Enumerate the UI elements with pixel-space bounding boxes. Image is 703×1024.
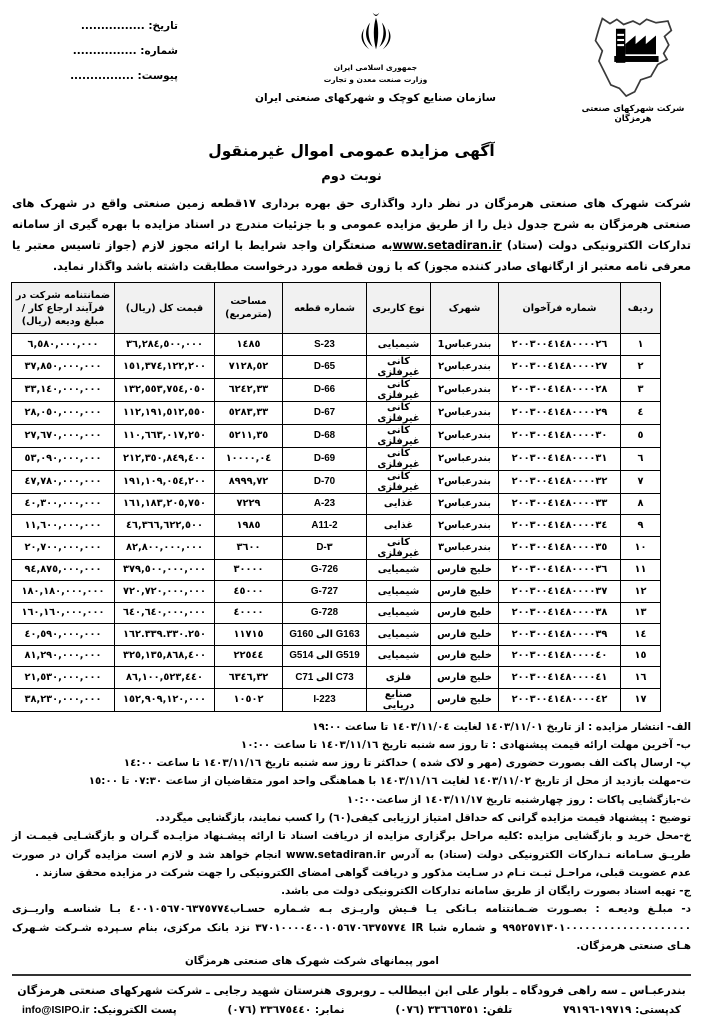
intro-paragraph [12,193,691,277]
cell-plot-number: D-70 [283,470,367,493]
note-explanation: توضیح : پیشنهاد قیمت مزایده گرانی که حداقل امتیاز ارزیابی کیفی(٦٠) را کسب نمایند، بازگشایی میگردد. [155,811,691,824]
cell-usage: شیمیایی [367,645,431,667]
col-header-plot: شماره قطعه [283,283,367,334]
cell-total-price: ١١٢,١٩١,٥١٢,٥٥٠ [115,401,215,424]
cell-deposit: ١٦٠,١٦٠,٠٠٠,٠٠٠ [12,602,115,624]
col-header-town: شهرک [431,283,499,334]
cell-row-number: ٢ [621,355,661,378]
cell-town: خلیج فارس [431,667,499,689]
cell-usage: غذایی [367,493,431,515]
cell-usage: کانی غیرفلزی [367,355,431,378]
cell-total-price: ٨٢,٨٠٠,٠٠٠,٠٠٠ [115,536,215,559]
cell-row-number: ٥ [621,424,661,447]
table-row [12,536,661,559]
table-row [12,424,661,447]
cell-usage: کانی غیرفلزی [367,447,431,470]
note-free-documents: ج- تهیه اسناد بصورت رایگان از طریق سامانه تدارکات الکترونیکی دولت می باشد. [281,885,691,898]
auction-table [11,282,661,712]
cell-area: ٨٩٩٩,٧٢ [215,470,283,493]
footer-divider [12,974,691,976]
cell-row-number: ١٦ [621,667,661,689]
cell-usage: کانی غیرفلزی [367,401,431,424]
footer-contacts [10,997,693,1016]
cell-row-number: ١٣ [621,602,661,624]
cell-town: بندرعباس٣ [431,536,499,559]
setadiran-url-link[interactable]: www.setadiran.ir [392,239,502,252]
cell-plot-number: D-65 [283,355,367,378]
cell-call-number: ٢٠٠٣٠٠٤١٤٨٠٠٠٠٣٢ [499,470,621,493]
table-row [12,447,661,470]
intro-text-before: شرکت شهرک های صنعتی هرمزگان در نظر دارد واگذاری حق بهره برداری ١٧قطعه زمین صنعتی واقع در شهرک های صنعتی هرمزگان به شرح جدول ذیل را از طریق مزایده عمومی و با جزئیات مندرج در اسناد مزایده با بهره گیری از سامانه تدارکات الکترونیکی دولت (ستاد) [12,197,691,252]
cell-town: بندرعباس٢ [431,447,499,470]
footer-address: بندرعبـاس ـ سه راهی فرودگاه ـ بلوار علی ابن ابیطالب ـ روبروی هنرستان شهید رجایی ـ شرکت شهرکهای صنعتی هرمزگان [17,984,686,997]
cell-town: بندرعباس٢ [431,378,499,401]
cell-deposit: ٤٧,٧٨٠,٠٠٠,٠٠٠ [12,470,115,493]
email-link[interactable]: info@ISIPO.ir [22,1004,90,1016]
cell-deposit: ٥٣,٠٩٠,٠٠٠,٠٠٠ [12,447,115,470]
cell-row-number: ٣ [621,378,661,401]
cell-town: خلیج فارس [431,559,499,581]
cell-usage: شیمیایی [367,624,431,646]
cell-usage: غذایی [367,515,431,537]
cell-call-number: ٢٠٠٣٠٠٤١٤٨٠٠٠٠٤٢ [499,688,621,711]
cell-town: خلیج فارس [431,645,499,667]
cell-total-price: ٢١٢,٣٥٠,٨٤٩,٤٠٠ [115,447,215,470]
col-header-row: ردیف [621,283,661,334]
cell-total-price: ٦٤٠,٦٤٠,٠٠٠,٠٠٠ [115,602,215,624]
cell-usage: شیمیایی [367,334,431,356]
date-field: تاریخ: ................ [80,20,178,32]
cell-town: بندرعباس1 [431,334,499,356]
table-row [12,515,661,537]
col-header-usage: نوع کاربری [367,283,431,334]
intro-text-after: به صنعتگران واجد شرایط با ارائه مجوز لازم (جواز تاسیس معتبر یا معرفی نامه معتبر از ارگانهای صادر کننده مجوز) که با زون قطعه مورد درخواست مطابقت داشته باشد واگذار نماید. [12,239,691,273]
company-logo-block [573,8,693,124]
cell-deposit: ٤٠,٣٠٠,٠٠٠,٠٠٠ [12,493,115,515]
cell-area: ٧٢٢٩ [215,493,283,515]
note-envelope-delivery: پ- ارسال پاکت الف بصورت حضوری (مهر و لاک شده ) حداکثر تا روز سه شنبه تاریخ ١٤٠٣/١١/١٦ تا ساعت ١٤:٠٠ [123,757,691,770]
table-row [12,493,661,515]
email-item [22,1004,177,1016]
cell-area: ١٤٨٥ [215,334,283,356]
table-row [12,624,661,646]
cell-call-number: ٢٠٠٣٠٠٤١٤٨٠٠٠٠٣٥ [499,536,621,559]
cell-deposit: ٤٠,٥٩٠,٠٠٠,٠٠٠ [12,624,115,646]
cell-area: ٢٢٥٤٤ [215,645,283,667]
cell-total-price: ١٦١,١٨٣,٢٠٥,٧٥٠ [115,493,215,515]
cell-total-price: ٤٦,٣٦٦,٦٢٢,٥٠٠ [115,515,215,537]
table-row [12,355,661,378]
cell-area: ٧١٢٨,٥٢ [215,355,283,378]
cell-area: ٥٢١١,٣٥ [215,424,283,447]
cell-town: خلیج فارس [431,602,499,624]
cell-plot-number: A-23 [283,493,367,515]
cell-total-price: ٨٦,١٠٠,٥٢٣,٤٤٠ [115,667,215,689]
cell-plot-number: D-٣ [283,536,367,559]
auction-table-body [12,334,661,712]
col-header-call-number: شماره فرآخوان [499,283,621,334]
cell-deposit: ٢١,٥٣٠,٠٠٠,٠٠٠ [12,667,115,689]
table-row [12,688,661,711]
cell-plot-number: C71 الی C73 [283,667,367,689]
letterhead [10,8,693,132]
cell-call-number: ٢٠٠٣٠٠٤١٤٨٠٠٠٠٢٩ [499,401,621,424]
iran-emblem-icon [178,10,573,62]
table-row [12,378,661,401]
cell-town: بندرعباس٢ [431,493,499,515]
cell-call-number: ٢٠٠٣٠٠٤١٤٨٠٠٠٠٣١ [499,447,621,470]
cell-call-number: ٢٠٠٣٠٠٤١٤٨٠٠٠٠٤١ [499,667,621,689]
cell-total-price: ٣٢٥,١٣٥,٨٦٨,٤٠٠ [115,645,215,667]
company-logo-caption: شرکت شهرکهای صنعتی هرمزگان [581,104,685,124]
cell-usage: فلزی [367,667,431,689]
cell-row-number: ٤ [621,401,661,424]
cell-total-price: ١٩١,١٠٩,٠٥٤,٢٠٠ [115,470,215,493]
cell-usage: صنایع دریایی [367,688,431,711]
cell-town: بندرعباس٢ [431,424,499,447]
cell-deposit: ١١,٦٠٠,٠٠٠,٠٠٠ [12,515,115,537]
auction-table-header [12,283,661,334]
cell-area: ٤٠٠٠٠ [215,602,283,624]
cell-town: بندرعباس٢ [431,355,499,378]
note-deadline-offer: ب- آخرین مهلت ارائه قیمت پیشنهادی : تا روز سه شنبه تاریخ ١٤٠٣/١١/١٦ تا ساعت ١٠:٠٠ [240,738,691,751]
cell-plot-number: D-67 [283,401,367,424]
cell-row-number: ١١ [621,559,661,581]
table-row [12,581,661,603]
cell-deposit: ٨١,٢٩٠,٠٠٠,٠٠٠ [12,645,115,667]
cell-area: ١٠٠٠٠,٠٤ [215,447,283,470]
cell-total-price: ٣٧٩,٥٠٠,٠٠٠,٠٠٠ [115,559,215,581]
cell-plot-number: A11-2 [283,515,367,537]
cell-plot-number: G160 الی G163 [283,624,367,646]
cell-deposit: ٦,٥٨٠,٠٠٠,٠٠٠ [12,334,115,356]
note-site-visit: ت-مهلت بازدید از محل از تاریخ ١٤٠٣/١١/٠٢ لغایت ١٤٠٣/١١/١٦ با هماهنگی واحد امور متقاضیان از ساعت ٠٧:٣٠ تا ١٥:٠٠ [88,775,691,788]
cell-area: ٣٦٠٠ [215,536,283,559]
cell-row-number: ٦ [621,447,661,470]
cell-row-number: ٧ [621,470,661,493]
cell-call-number: ٢٠٠٣٠٠٤١٤٨٠٠٠٠٣٦ [499,559,621,581]
cell-deposit: ٣٨,٢٣٠,٠٠٠,٠٠٠ [12,688,115,711]
cell-call-number: ٢٠٠٣٠٠٤١٤٨٠٠٠٠٣٠ [499,424,621,447]
cell-area: ٣٠٠٠٠ [215,559,283,581]
cell-plot-number: S-23 [283,334,367,356]
notes-section [12,718,691,956]
emblem-caption-republic: جمهوری اسلامی ایران [333,63,418,72]
cell-row-number: ١٥ [621,645,661,667]
cell-usage: کانی غیرفلزی [367,470,431,493]
attachment-field: پیوست: ................ [70,70,178,82]
cell-area: ٦٣٤٦,٣٢ [215,667,283,689]
cell-total-price: ٣٦,٢٨٤,٥٠٠,٠٠٠ [115,334,215,356]
cell-deposit: ٩٤,٨٧٥,٠٠٠,٠٠٠ [12,559,115,581]
cell-row-number: ١٠ [621,536,661,559]
cell-plot-number: I-223 [283,688,367,711]
note-purchase-location: خ-محل خرید و بازگشایی مزایده :کلیه مراحل برگزاری مزایده از دریافت اسناد تا ارائه پیشـنهاد مزایـده گـران و بازگشـایی قیمـت از طریـق سـامانه تـدارکات الکترونیکی دولت (ستاد) به آدرس www.setadiran.ir انجام خواهد شد و لازم است مزایده گران در صورت عدم عضویت قبلی، مراحـل ثبـت نـام در سـایت مذکور و دریافت گواهی امضای الکترونیکی را جهت شرکت در مزایده محقق سازند . [12,830,691,879]
cell-usage: شیمیایی [367,602,431,624]
cell-total-price: ١٣٢,٥٥٣,٧٥٤,٠٥٠ [115,378,215,401]
cell-total-price: ٧٢٠,٧٢٠,٠٠٠,٠٠٠ [115,581,215,603]
table-row [12,667,661,689]
cell-plot-number: D-69 [283,447,367,470]
cell-area: ١١٧١٥ [215,624,283,646]
col-header-area: مساحت (مترمربع) [215,283,283,334]
cell-row-number: ١ [621,334,661,356]
cell-call-number: ٢٠٠٣٠٠٤١٤٨٠٠٠٠٣٩ [499,624,621,646]
phone-number: تلفن: ٣٣٦٦٥٣٥١ (٠٧٦) [395,1004,513,1016]
col-header-deposit: ضمانتنامه شرکت در فرآیند ارجاع کار /مبلغ ودیعه (ریال) [12,283,115,334]
table-row [12,334,661,356]
cell-town: خلیج فارس [431,581,499,603]
contracts-office-signature: امور پیمانهای شرکت شهرک های صنعتی هرمزگان [185,955,439,968]
cell-town: خلیج فارس [431,688,499,711]
number-field: شماره: ................ [72,45,178,57]
col-header-total-price: قیمت کل (ریال) [115,283,215,334]
cell-row-number: ١٢ [621,581,661,603]
emblem-caption-ministry: وزارت صنعت معدن و تجارت [323,75,428,84]
cell-deposit: ٢٠,٧٠٠,٠٠٠,٠٠٠ [12,536,115,559]
cell-call-number: ٢٠٠٣٠٠٤١٤٨٠٠٠٠٢٧ [499,355,621,378]
cell-plot-number: G-728 [283,602,367,624]
table-row [12,401,661,424]
cell-deposit: ٢٧,٦٧٠,٠٠٠,٠٠٠ [12,424,115,447]
cell-total-price: ١١٠,٦٦٣,٠١٧,٢٥٠ [115,424,215,447]
cell-call-number: ٢٠٠٣٠٠٤١٤٨٠٠٠٠٣٤ [499,515,621,537]
cell-total-price: ١٥٢,٩٠٩,١٢٠,٠٠٠ [115,688,215,711]
cell-call-number: ٢٠٠٣٠٠٤١٤٨٠٠٠٠٣٧ [499,581,621,603]
cell-call-number: ٢٠٠٣٠٠٤١٤٨٠٠٠٠٢٦ [499,334,621,356]
cell-row-number: ١٤ [621,624,661,646]
cell-row-number: ٨ [621,493,661,515]
table-row [12,559,661,581]
note-publication: الف- انتشار مزایده : از تاریخ ١٤٠٣/١١/٠١ لغایت ١٤٠٣/١١/٠٤ تا ساعت ١٩:٠٠ [312,720,691,733]
cell-row-number: ٩ [621,515,661,537]
cell-town: خلیج فارس [431,624,499,646]
cell-town: بندرعباس٢ [431,401,499,424]
cell-call-number: ٢٠٠٣٠٠٤١٤٨٠٠٠٠٤٠ [499,645,621,667]
letter-meta-fields [10,8,178,95]
page-title: آگهی مزایده عمومی اموال غیرمنقول [208,142,495,160]
cell-call-number: ٢٠٠٣٠٠٤١٤٨٠٠٠٠٣٨ [499,602,621,624]
cell-deposit: ٣٧,٨٥٠,٠٠٠,٠٠٠ [12,355,115,378]
national-emblem-block [178,8,573,104]
cell-total-price: ١٦٢.٣٣٩.٣٣٠.٢٥٠ [115,624,215,646]
cell-area: ٥٢٨٣,٣٣ [215,401,283,424]
cell-deposit: ١٨٠,١٨٠,٠٠٠,٠٠٠ [12,581,115,603]
table-row [12,602,661,624]
cell-usage: کانی غیرفلزی [367,424,431,447]
cell-plot-number: G-726 [283,559,367,581]
cell-usage: کانی غیرفلزی [367,536,431,559]
table-row [12,470,661,493]
fax-number: نمابر: ٣٣٦٧٥٤٤٠ (٠٧٦) [227,1004,345,1016]
cell-area: ٤٥٠٠٠ [215,581,283,603]
cell-call-number: ٢٠٠٣٠٠٤١٤٨٠٠٠٠٣٣ [499,493,621,515]
cell-area: ١٠٥٠٢ [215,688,283,711]
cell-plot-number: D-66 [283,378,367,401]
cell-usage: کانی غیرفلزی [367,378,431,401]
cell-plot-number: D-68 [283,424,367,447]
cell-usage: شیمیایی [367,581,431,603]
email-label: پست الکترونیک: [93,1004,177,1016]
page-subtitle: نوبت دوم [321,169,382,184]
cell-town: بندرعباس٢ [431,470,499,493]
table-row [12,645,661,667]
note-opening: ث-بازگشایی پاکات : روز چهارشنبه تاریخ ١٤٠٣/١١/١٧ از ساعت١٠:٠٠ [346,793,691,806]
cell-total-price: ١٥١,٣٧٤,١٢٢,٢٠٠ [115,355,215,378]
emblem-caption-organization: سازمان صنایع کوچک و شهرکهای صنعتی ایران [255,92,496,104]
note-deposit-amount: د- مبلـغ ودیعـه : بصـورت ضـمانتنامه بـانکی یـا فـیش واریـزی بـه شـماره حسـاب٤٠٠١٠٥٦٧٠٦٣٧٥٧٧٤ بـا شناسـه واریــزی ٩٩٥٢٥٧١٣٠١٠٠٠٠٠٠٠٠٠٠٠٠٠٠٠٠٠٠٠٠ و شماره شبا IR ٣٧٠١٠٠٠٠٤٠٠١٠٥٦٧٠٦٣٧٥٧٧٤ نزد بانک مرکزی، بنام سـپرده شـرکت شـهرک هـای صنعتی هرمزگان. [12,903,691,953]
cell-plot-number: G514 الی G519 [283,645,367,667]
cell-town: بندرعباس٢ [431,515,499,537]
cell-area: ٦٢٤٢,٣٣ [215,378,283,401]
cell-plot-number: G-727 [283,581,367,603]
cell-call-number: ٢٠٠٣٠٠٤١٤٨٠٠٠٠٢٨ [499,378,621,401]
iran-map-factory-logo-icon [573,10,693,102]
cell-deposit: ٢٨,٠٥٠,٠٠٠,٠٠٠ [12,401,115,424]
cell-row-number: ١٧ [621,688,661,711]
postal-code: کدپستی: ١٩٧١٩-٧٩١٩٦ [562,1004,681,1016]
cell-usage: شیمیایی [367,559,431,581]
cell-area: ١٩٨٥ [215,515,283,537]
cell-deposit: ٣٣,١٤٠,٠٠٠,٠٠٠ [12,378,115,401]
footer [10,974,693,1016]
